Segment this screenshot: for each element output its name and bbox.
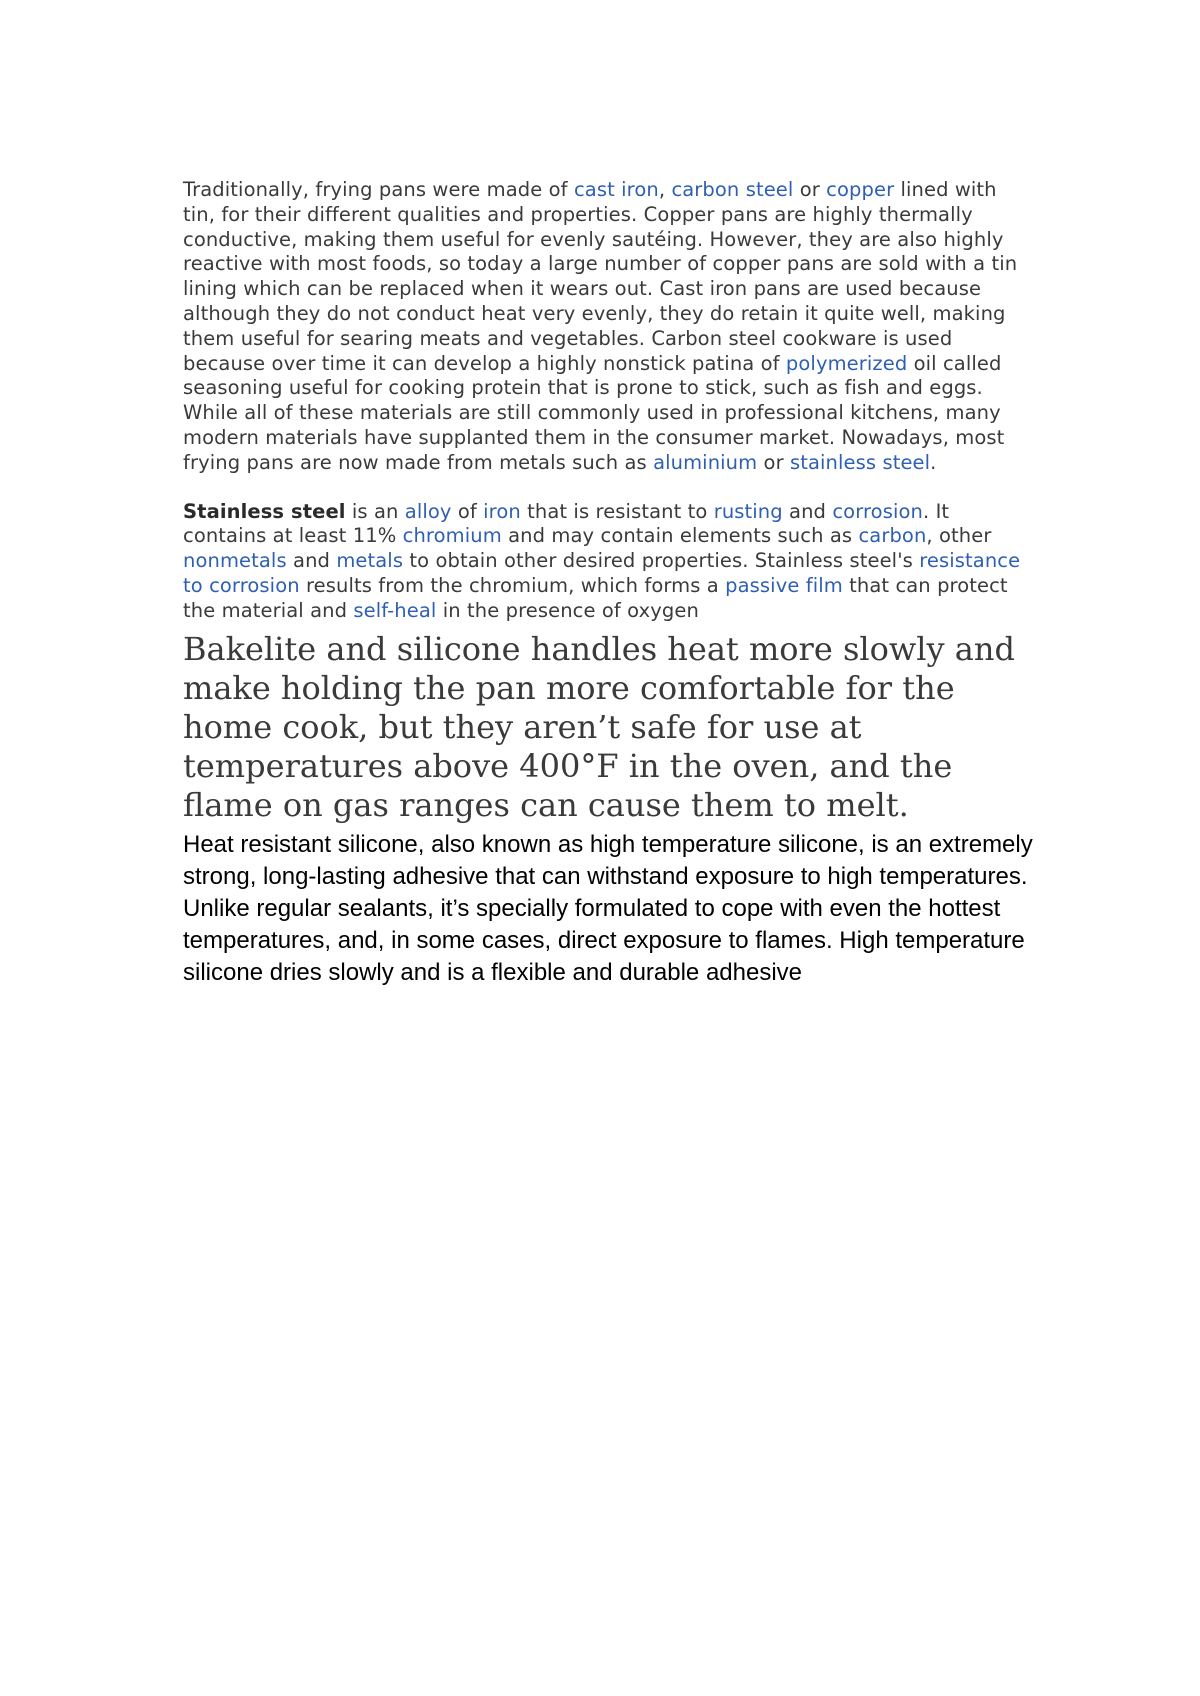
paragraph-heat-resistant-silicone: Heat resistant silicone, also known as high temperature silicone, is an extremely strong, long-lasting adhesive that can withstand exposure to high temperatures. Unlike regular sealants, it’s specially formulated to cope with even the hottest temperatures, and, in some cases, direct exposure to flames. High temperature silicone dries slowly and is a flexible and durable adhesive xyxy=(183,830,1033,986)
link-alloy[interactable]: alloy xyxy=(404,499,452,523)
text-run: to obtain other desired properties. Stainless steel's xyxy=(403,549,920,573)
text-run: is an xyxy=(345,499,405,523)
link-carbon-steel[interactable]: carbon steel xyxy=(671,178,794,201)
link-nonmetals[interactable]: nonmetals xyxy=(183,549,287,573)
link-aluminium[interactable]: aluminium xyxy=(653,450,758,474)
link-iron[interactable]: iron xyxy=(483,499,521,523)
text-run: oil called seasoning useful for cooking protein that is prone to stick, such as fish and eggs. While all of these materials are still commonly used in professional kitchens, many modern materials have supplanted them in the consumer market. Nowadays, most frying pans are now made from metals such as xyxy=(183,351,1005,474)
text-run: lined with tin, for their different qualities and properties. Copper pans are highly thermally conductive, making them useful for evenly sautéing. However, they are also highly reactive with most foods, so today a large number of copper pans are sold with a tin lining which can be replaced when it wears out. Cast iron pans are used because although they do not conduct heat very evenly, they do retain it quite well, making them useful for searing meats and vegetables. Carbon steel cookware is used because over time it can develop a highly nonstick patina of xyxy=(183,178,1018,375)
link-carbon[interactable]: carbon xyxy=(858,524,927,548)
link-stainless-steel[interactable]: stainless steel xyxy=(789,450,931,474)
text-run: or xyxy=(793,178,827,201)
link-chromium[interactable]: chromium xyxy=(402,524,502,548)
link-metals[interactable]: metals xyxy=(336,549,404,573)
paragraph-frying-pans xyxy=(183,178,1033,476)
text-run: . It contains at least 11% xyxy=(183,499,950,548)
text-run: and may contain elements such as xyxy=(501,524,859,548)
paragraph-stainless-steel xyxy=(183,500,1033,624)
bold-term-stainless-steel: Stainless steel xyxy=(183,499,346,523)
link-copper[interactable]: copper xyxy=(826,178,895,201)
text-run: and xyxy=(286,549,337,573)
paragraph-bakelite-handles: Bakelite and silicone handles heat more slowly and make holding the pan more comfortable for the home cook, but they aren’t safe for use at temperatures above 400°F in the oven, and the flame on gas ranges can cause them to melt. xyxy=(183,629,1015,824)
link-self-heal[interactable]: self-heal xyxy=(353,598,437,622)
text-run: , other xyxy=(926,524,992,548)
link-cast-iron[interactable]: cast iron xyxy=(573,178,659,201)
text-run: . xyxy=(930,450,937,474)
link-polymerized[interactable]: polymerized xyxy=(785,351,908,375)
text-run: Traditionally, frying pans were made of xyxy=(183,178,574,201)
text-run: or xyxy=(757,450,790,474)
text-run: results from the chromium, which forms a xyxy=(299,573,726,597)
link-passive-film[interactable]: passive film xyxy=(725,573,843,597)
link-corrosion[interactable]: corrosion xyxy=(832,499,923,523)
document-page xyxy=(183,178,1033,989)
link-rusting[interactable]: rusting xyxy=(713,499,783,523)
link-resistance-to-corrosion[interactable]: resistance to corrosion xyxy=(183,549,1021,597)
text-run: that can protect the material and xyxy=(183,573,1008,622)
text-run: that is resistant to xyxy=(520,499,714,523)
text-run: in the presence of oxygen xyxy=(436,598,699,622)
text-run: of xyxy=(451,499,484,523)
text-run: and xyxy=(782,499,833,523)
text-run: , xyxy=(658,178,672,201)
